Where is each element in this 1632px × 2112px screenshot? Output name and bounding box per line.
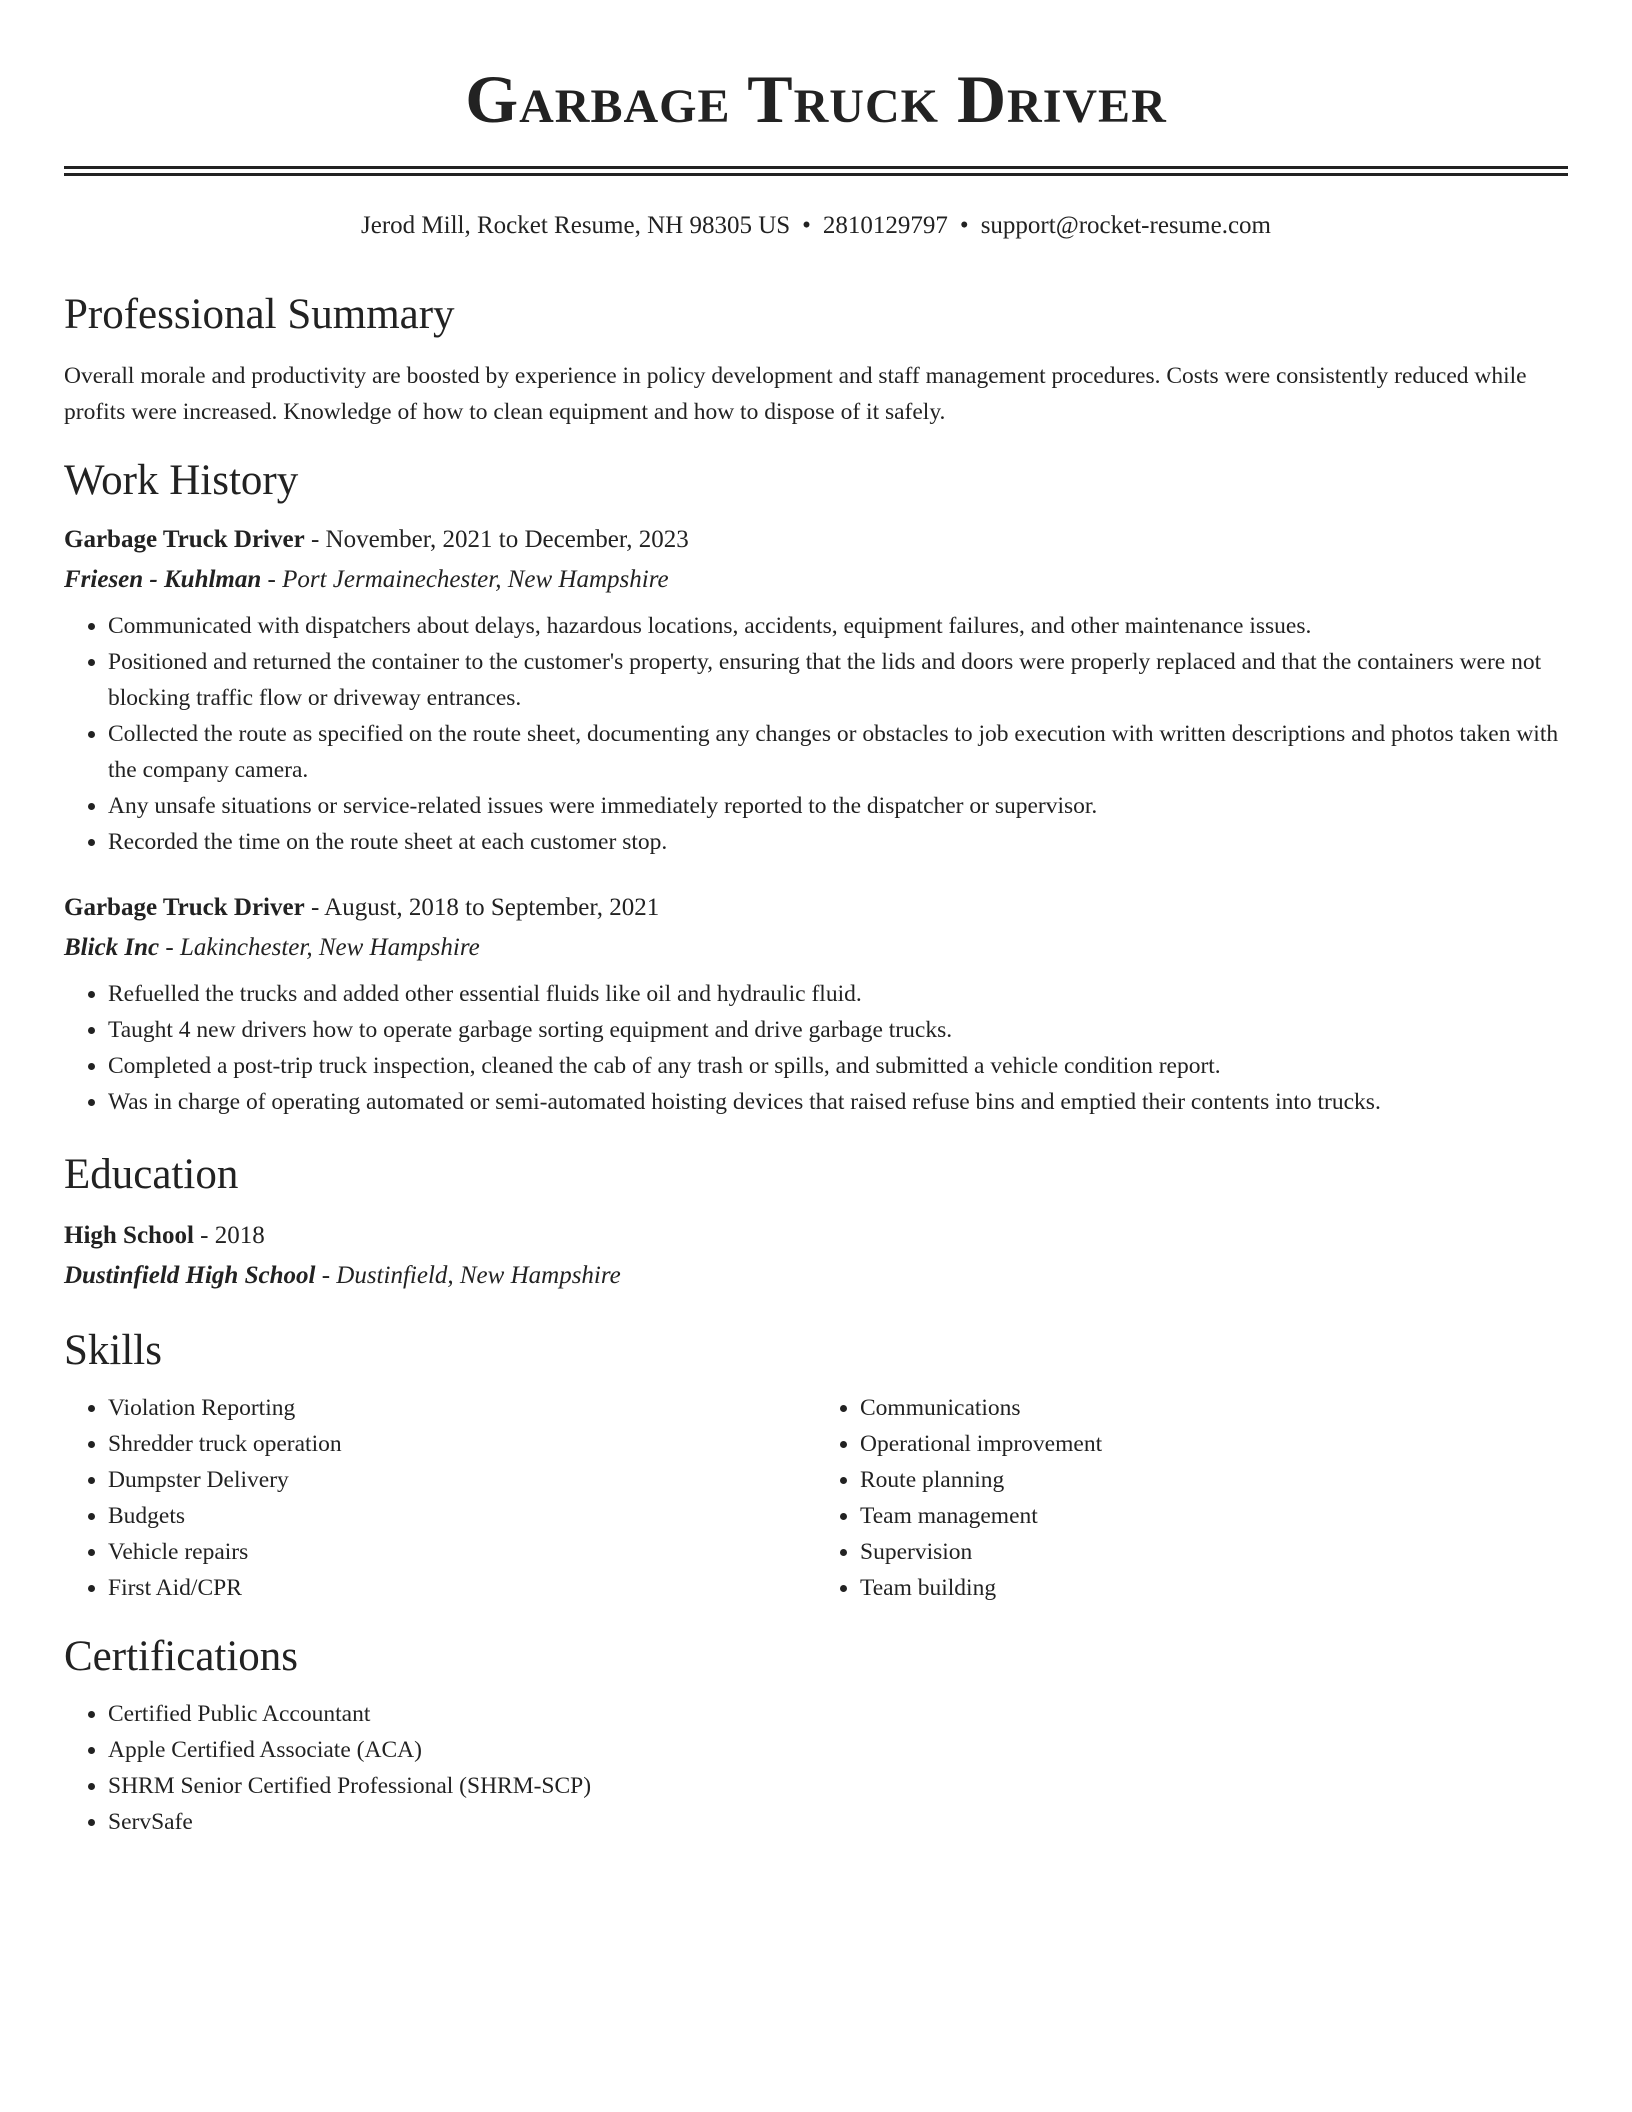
education-school-line xyxy=(64,1258,1568,1294)
skill-item: • Operational improvement xyxy=(860,1426,1568,1462)
contact-phone: 2810129797 xyxy=(822,212,948,239)
certification-item: • ServSafe xyxy=(108,1804,1568,1840)
education-year: - 2018 xyxy=(193,1222,265,1249)
job-company-line xyxy=(64,562,1568,598)
education-heading: Education xyxy=(64,1151,239,1198)
job-title-line xyxy=(64,890,1568,926)
resume-page xyxy=(64,0,1568,1840)
job-dates: - November, 2021 to December, 2023 xyxy=(304,526,689,553)
contact-separator: • xyxy=(959,212,969,239)
job-bullet: • Refuelled the trucks and added other essential fluids like oil and hydraulic fluid. xyxy=(108,976,1568,1012)
job-title-line xyxy=(64,522,1568,558)
skill-item: • Team building xyxy=(860,1570,1568,1606)
job-bullet: • Recorded the time on the route sheet at each customer stop. xyxy=(108,824,1568,860)
certification-item: • SHRM Senior Certified Professional (SHRM-SCP) xyxy=(108,1768,1568,1804)
job-company-line xyxy=(64,930,1568,966)
job-dates: - August, 2018 to September, 2021 xyxy=(304,894,660,921)
job-company: Blick Inc xyxy=(64,934,160,961)
contact-separator: • xyxy=(802,212,811,239)
education-degree-line xyxy=(64,1218,1568,1254)
skills-heading: Skills xyxy=(64,1327,162,1374)
skills-left-column xyxy=(64,1390,816,1606)
contact-email: support@rocket-resume.com xyxy=(980,212,1271,239)
job-bullets xyxy=(64,976,1568,1120)
skill-item: • Violation Reporting xyxy=(108,1390,816,1426)
summary-text: Overall morale and productivity are boosted by experience in policy development and staff management procedures. Costs were consistently reduced while profits were increased. Knowledge of how to clean equipment and how to dispose of it safely. xyxy=(64,363,1527,425)
job-location: - Lakinchester, New Hampshire xyxy=(159,934,480,961)
education-entry xyxy=(64,1218,1568,1294)
job-bullet: • Collected the route as specified on the route sheet, documenting any changes or obstacles to job execution with written descriptions and photos taken with the company camera. xyxy=(108,716,1568,788)
job-bullet: • Positioned and returned the container to the customer's property, ensuring that the lids and doors were properly replaced and that the containers were not blocking traffic flow or driveway entrances. xyxy=(108,644,1568,716)
skill-item: • Vehicle repairs xyxy=(108,1534,816,1570)
resume-name: Garbage Truck Driver xyxy=(465,61,1167,137)
skill-item: • Supervision xyxy=(860,1534,1568,1570)
education-location: - Dustinfield, New Hampshire xyxy=(315,1262,621,1289)
certifications-heading: Certifications xyxy=(64,1633,299,1680)
header-double-rule xyxy=(64,166,1568,176)
work-history-heading: Work History xyxy=(64,457,299,504)
job-entry xyxy=(64,522,1568,860)
skill-item: • Dumpster Delivery xyxy=(108,1462,816,1498)
job-bullet: • Was in charge of operating automated or semi-automated hoisting devices that raised refuse bins and emptied their contents into trucks. xyxy=(108,1084,1568,1120)
certification-item: • Apple Certified Associate (ACA) xyxy=(108,1732,1568,1768)
skills-grid xyxy=(64,1390,1568,1606)
certification-item: • Certified Public Accountant xyxy=(108,1696,1568,1732)
job-bullets xyxy=(64,608,1568,860)
contact-line xyxy=(64,210,1568,242)
skill-item: • Shredder truck operation xyxy=(108,1426,816,1462)
certifications-list xyxy=(64,1696,1568,1840)
job-bullet: • Completed a post-trip truck inspection, cleaned the cab of any trash or spills, and submitted a vehicle condition report. xyxy=(108,1048,1568,1084)
skill-item: • Communications xyxy=(860,1390,1568,1426)
education-degree: High School xyxy=(64,1222,194,1249)
job-bullet: • Taught 4 new drivers how to operate garbage sorting equipment and drive garbage trucks. xyxy=(108,1012,1568,1048)
job-entry xyxy=(64,890,1568,1120)
job-role: Garbage Truck Driver xyxy=(64,894,305,921)
contact-address: Jerod Mill, Rocket Resume, NH 98305 US xyxy=(361,212,791,239)
job-role: Garbage Truck Driver xyxy=(64,526,305,553)
summary-heading: Professional Summary xyxy=(64,291,455,338)
job-bullet: • Communicated with dispatchers about delays, hazardous locations, accidents, equipment failures, and other maintenance issues. xyxy=(108,608,1568,644)
education-school: Dustinfield High School xyxy=(64,1262,316,1289)
job-company: Friesen - Kuhlman xyxy=(64,566,262,593)
job-location: - Port Jermainechester, New Hampshire xyxy=(261,566,669,593)
skill-item: • Route planning xyxy=(860,1462,1568,1498)
skills-right-column xyxy=(816,1390,1568,1606)
skill-item: • First Aid/CPR xyxy=(108,1570,816,1606)
skill-item: • Team management xyxy=(860,1498,1568,1534)
skill-item: • Budgets xyxy=(108,1498,816,1534)
job-bullet: • Any unsafe situations or service-related issues were immediately reported to the dispatcher or supervisor. xyxy=(108,788,1568,824)
